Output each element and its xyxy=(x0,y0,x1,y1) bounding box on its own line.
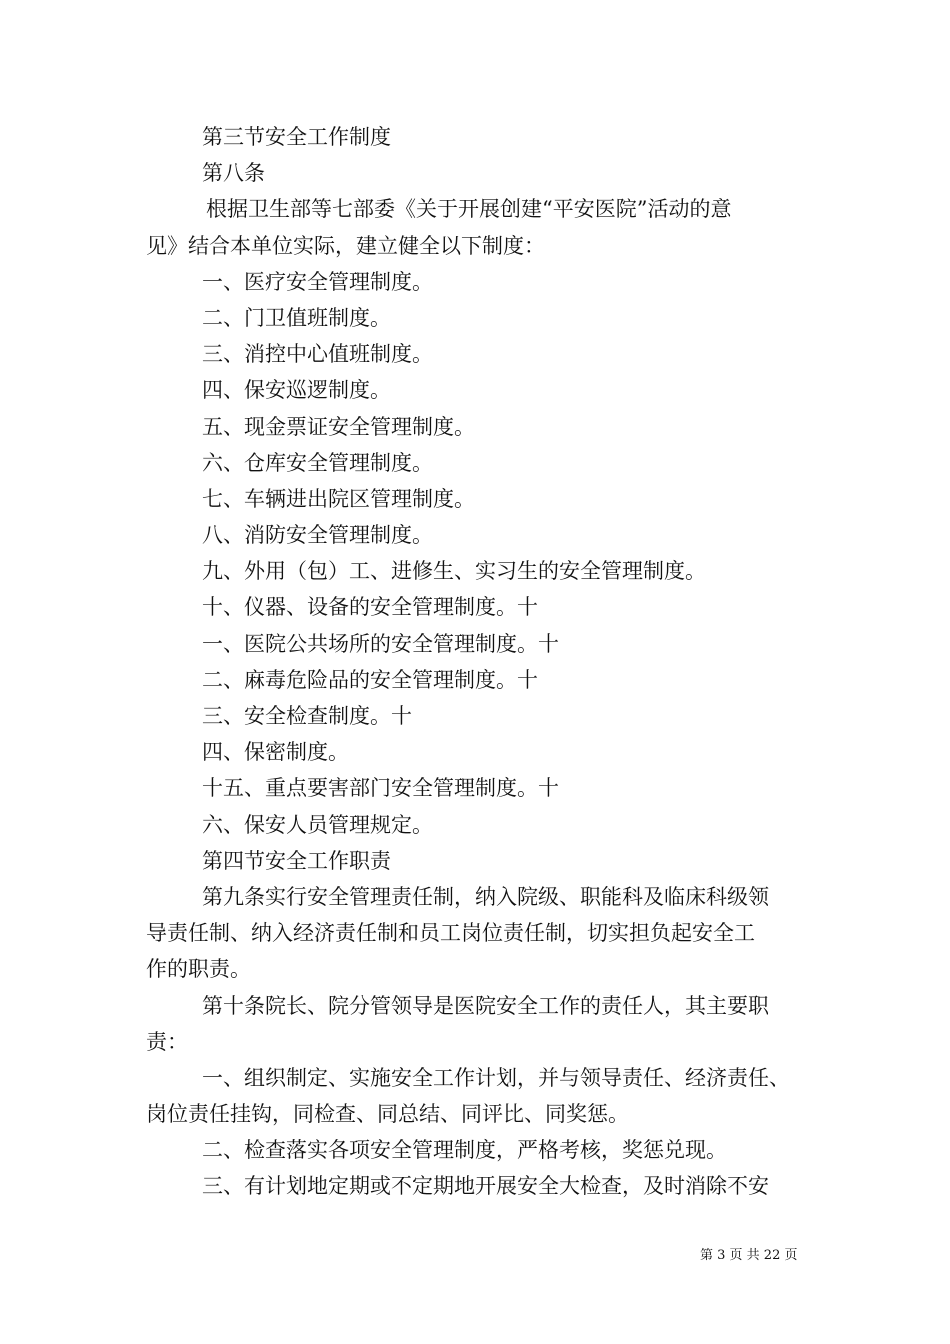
list-item: 一、医院公共场所的安全管理制度。十 xyxy=(202,631,559,656)
paragraph-line: 作的职责。 xyxy=(146,957,251,982)
list-item: 十、仪器、设备的安全管理制度。十 xyxy=(202,595,538,620)
paragraph-line: 第十条院长、院分管领导是医院安全工作的责任人，其主要职 xyxy=(202,993,769,1018)
list-item: 八、消防安全管理制度。 xyxy=(202,523,433,548)
section-heading-3: 第三节安全工作制度 xyxy=(202,125,391,149)
list-item: 二、门卫值班制度。 xyxy=(202,305,391,330)
paragraph-line: 一、组织制定、实施安全工作计划，并与领导责任、经济责任、 xyxy=(202,1065,790,1090)
article-8-heading: 第八条 xyxy=(202,161,265,186)
page-number-footer: 第 3 页 共 22 页 xyxy=(700,1248,798,1263)
list-item: 十五、重点要害部门安全管理制度。十 xyxy=(202,776,559,801)
paragraph-line: 二、检查落实各项安全管理制度，严格考核，奖惩兑现。 xyxy=(202,1138,727,1163)
list-item: 一、医疗安全管理制度。 xyxy=(202,269,433,294)
paragraph-line: 岗位责任挂钩，同检查、同总结、同评比、同奖惩。 xyxy=(146,1102,629,1127)
paragraph-line: 根据卫生部等七部委《关于开展创建“平安医院”活动的意 xyxy=(206,197,732,222)
paragraph-line: 责： xyxy=(146,1029,188,1054)
list-item: 五、现金票证安全管理制度。 xyxy=(202,414,475,439)
list-item: 七、车辆进出院区管理制度。 xyxy=(202,486,475,511)
paragraph-line: 三、有计划地定期或不定期地开展安全大检查，及时消除不安 xyxy=(202,1174,769,1199)
paragraph-line: 见》结合本单位实际，建立健全以下制度： xyxy=(146,233,545,258)
list-item: 三、消控中心值班制度。 xyxy=(202,342,433,367)
section-heading-4: 第四节安全工作职责 xyxy=(202,848,391,873)
list-item: 二、麻毒危险品的安全管理制度。十 xyxy=(202,667,538,692)
document-body xyxy=(146,119,826,1205)
paragraph-line: 第九条实行安全管理责任制，纳入院级、职能科及临床科级领 xyxy=(202,884,769,909)
list-item: 三、安全检查制度。十 xyxy=(202,704,412,728)
list-item: 四、保密制度。 xyxy=(202,740,349,765)
list-item: 六、仓库安全管理制度。 xyxy=(202,450,433,475)
list-item: 四、保安巡逻制度。 xyxy=(202,378,391,403)
list-item: 六、保安人员管理规定。 xyxy=(202,812,433,837)
paragraph-line: 导责任制、纳入经济责任制和员工岗位责任制，切实担负起安全工 xyxy=(146,921,755,946)
list-item: 九、外用（包）工、进修生、实习生的安全管理制度。 xyxy=(202,559,706,584)
